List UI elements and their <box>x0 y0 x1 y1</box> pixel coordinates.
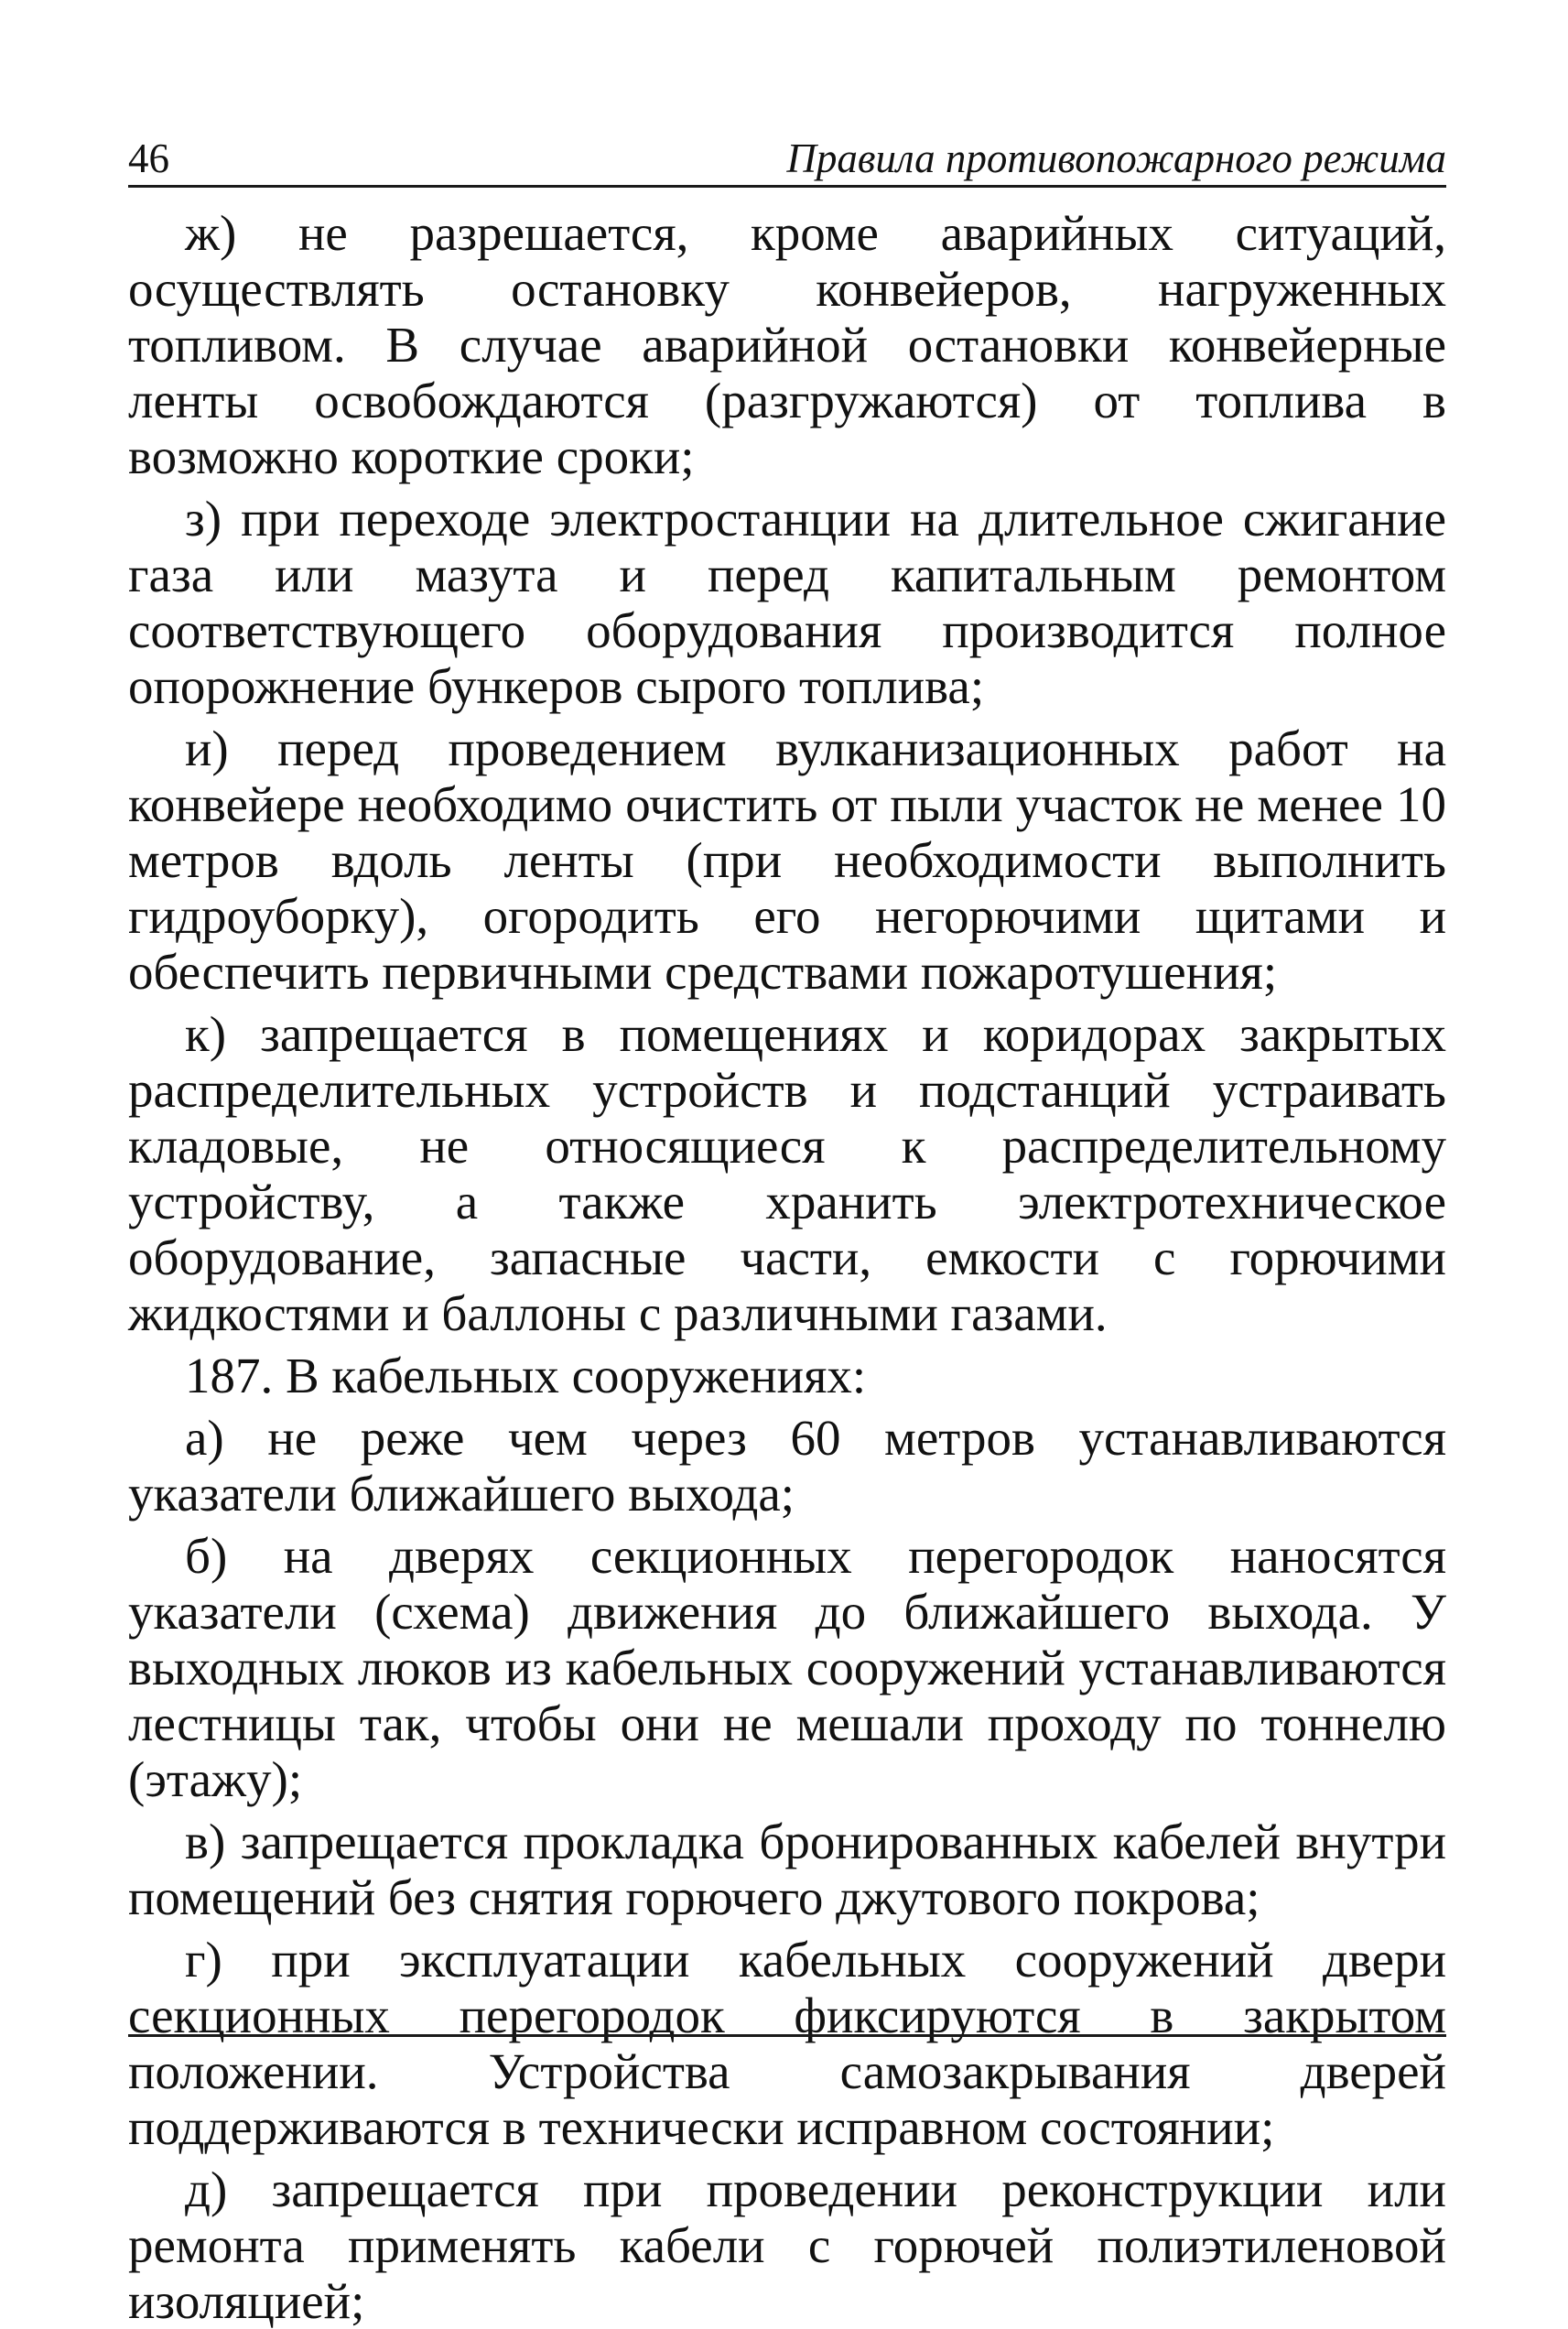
page-number: 46 <box>128 135 169 181</box>
paragraph-i: и) перед проведением вулканизационных работ на конвейере необходимо очистить от пыли участок не менее 10 метров вдоль ленты (при необходимости выполнить гидроуборку), огородить его негорючими щитами и обеспечить первичными средствами пожаротушения; <box>128 720 1446 1000</box>
paragraph-v: в) запрещается прокладка бронированных кабелей внутри помещений без снятия горючего джутового покрова; <box>128 1814 1446 1925</box>
section-187-heading: 187. В кабельных сооружениях: <box>185 1348 867 1403</box>
paragraph-k: к) запрещается в помещениях и коридорах закрытых распределительных устройств и подстанций устраивать кладовые, не относящиеся к распределительному устройству, а также хранить электротехническое оборудование, запасные части, емкости с горючими жидкостями и баллоны с различными газами. <box>128 1006 1446 1341</box>
footer-divider <box>128 2034 1446 2037</box>
body-text <box>128 205 1446 2329</box>
paragraph-z: з) при переходе электростанции на длительное сжигание газа или мазута и перед капитальным ремонтом соответствующего оборудования производится полное опорожнение бункеров сырого топлива; <box>128 491 1446 714</box>
paragraph-g: г) при эксплуатации кабельных сооружений двери секционных перегородок фиксируются в закрытом положении. Устройства самозакрывания дверей поддерживаются в технически исправном состоянии; <box>128 1932 1446 2155</box>
running-title: Правила противопожарного режима <box>786 135 1446 181</box>
paragraph-a: а) не реже чем через 60 метров устанавливаются указатели ближайшего выхода; <box>128 1410 1446 1522</box>
page-header <box>128 134 1446 188</box>
paragraph-d: д) запрещается при проведении реконструкции или ремонта применять кабели с горючей полиэтиленовой изоляцией; <box>128 2161 1446 2329</box>
paragraph-zh: ж) не разрешается, кроме аварийных ситуаций, осуществлять остановку конвейеров, нагруженных топливом. В случае аварийной остановки конвейерные ленты освобождаются (разгружаются) от топлива в возможно короткие сроки; <box>128 205 1446 484</box>
paragraph-b: б) на дверях секционных перегородок наносятся указатели (схема) движения до ближайшего выхода. У выходных люков из кабельных сооружений устанавливаются лестницы так, чтобы они не мешали проходу по тоннелю (этажу); <box>128 1528 1446 1807</box>
